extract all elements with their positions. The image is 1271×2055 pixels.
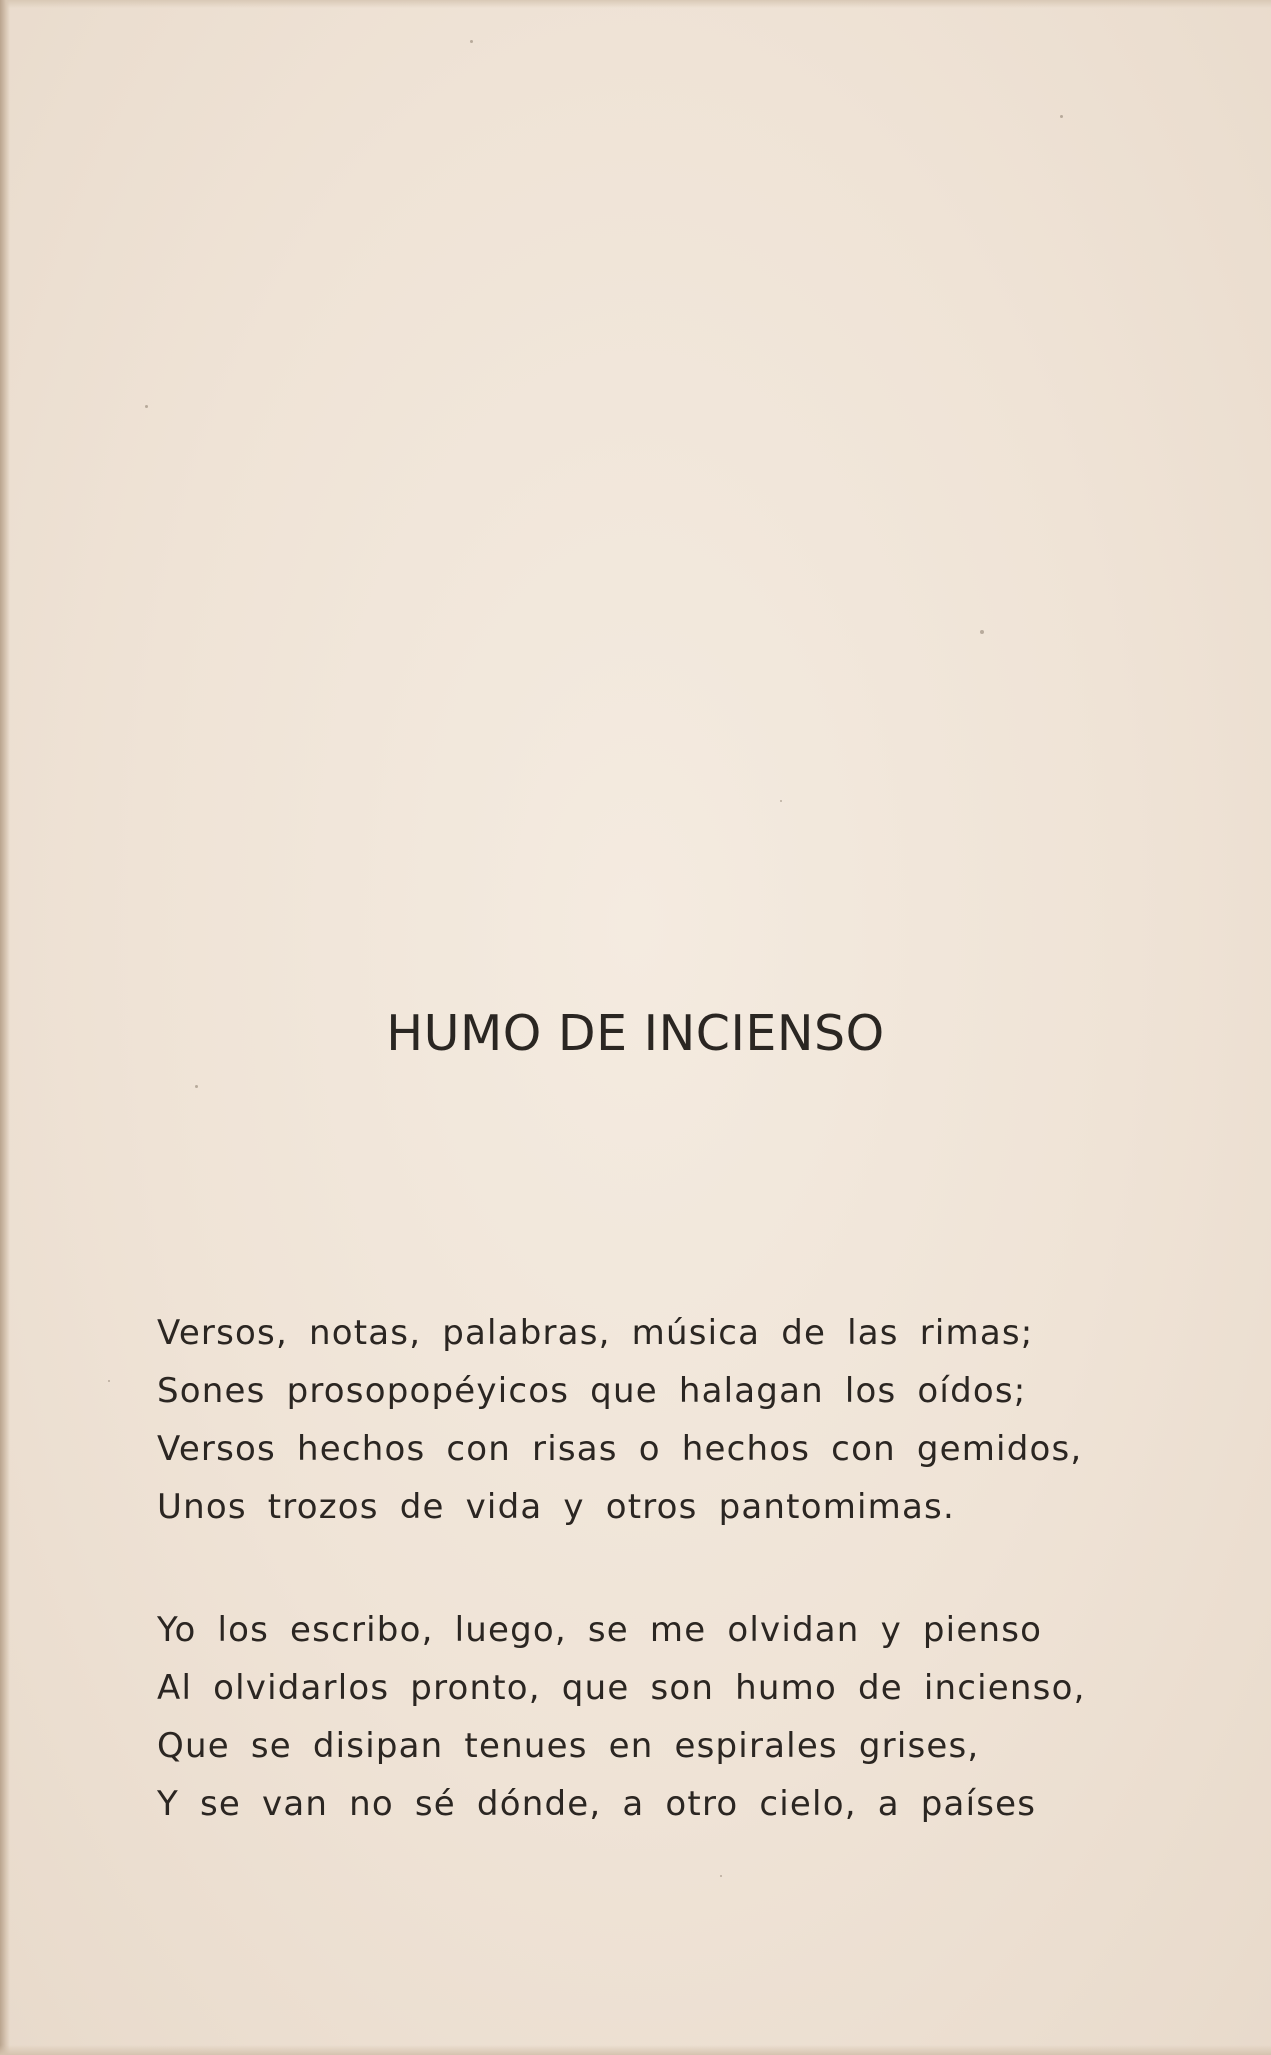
verse-line: Unos trozos de vida y otros pantomimas. bbox=[157, 1487, 955, 1527]
verse-line: Y se van no sé dónde, a otro cielo, a países bbox=[157, 1784, 1037, 1824]
paper-speck bbox=[145, 405, 148, 408]
verse-line: Yo los escribo, luego, se me olvidan y pienso bbox=[157, 1610, 1043, 1650]
paper-speck bbox=[108, 1380, 110, 1382]
poem-title: HUMO DE INCIENSO bbox=[386, 1005, 885, 1062]
stanza-1 bbox=[157, 1304, 1097, 1536]
paper-speck bbox=[780, 800, 782, 802]
page-bottom-edge bbox=[0, 2045, 1271, 2055]
verse-line: Sones prosopopéyicos que halagan los oídos; bbox=[157, 1371, 1027, 1411]
verse-line: Versos hechos con risas o hechos con gemidos, bbox=[157, 1429, 1083, 1469]
verse-line: Versos, notas, palabras, música de las rimas; bbox=[157, 1313, 1034, 1353]
paper-speck bbox=[1060, 115, 1063, 118]
paper-speck bbox=[720, 1875, 722, 1877]
paper-speck bbox=[195, 1085, 198, 1088]
paper-speck bbox=[470, 40, 473, 43]
verse-line: Que se disipan tenues en espirales grises, bbox=[157, 1726, 980, 1766]
stanza-2 bbox=[157, 1601, 1097, 1833]
paper-speck bbox=[980, 630, 984, 634]
page-top-edge bbox=[0, 0, 1271, 8]
verse-line: Al olvidarlos pronto, que son humo de incienso, bbox=[157, 1668, 1086, 1708]
